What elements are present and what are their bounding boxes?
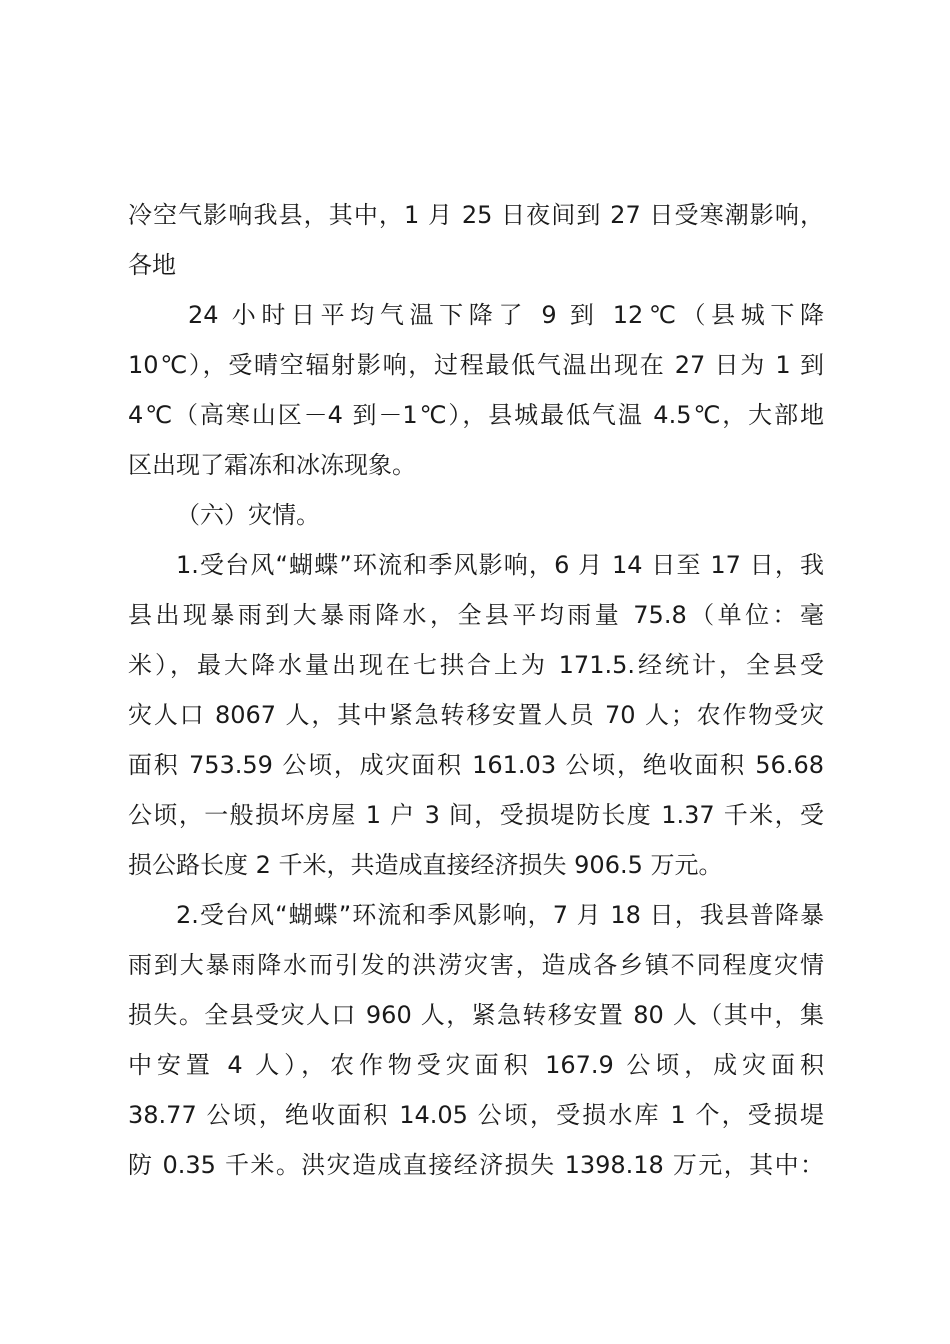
text-line: 雨到大暴雨降水而引发的洪涝灾害，造成各乡镇不同程度灾情	[128, 951, 824, 979]
text-line: 公顷，一般损坏房屋 1 户 3 间，受损堤防长度 1.37 千米，受	[128, 801, 824, 829]
section-heading: （六）灾情。	[176, 501, 320, 529]
text-line: 1.受台风“蝴蝶”环流和季风影响，6 月 14 日至 17 日，我	[176, 551, 824, 579]
body-text	[128, 190, 824, 1190]
text-line: 损失。全县受灾人口 960 人，紧急转移安置 80 人（其中，集	[128, 1001, 824, 1029]
text-line: 区出现了霜冻和冰冻现象。	[128, 451, 416, 479]
text-line: 冷空气影响我县，其中，1 月 25 日夜间到 27 日受寒潮影响，	[128, 201, 824, 229]
text-line: 米），最大降水量出现在七拱合上为 171.5.经统计，全县受	[128, 651, 824, 679]
text-line: 4℃（高寒山区－4 到－1℃），县城最低气温 4.5℃，大部地	[128, 401, 824, 429]
text-line: 县出现暴雨到大暴雨降水，全县平均雨量 75.8（单位：毫	[128, 601, 824, 629]
text-line: 10℃），受晴空辐射影响，过程最低气温出现在 27 日为 1 到	[128, 351, 824, 379]
text-line: 面积 753.59 公顷，成灾面积 161.03 公顷，绝收面积 56.68	[128, 751, 824, 779]
text-line: 各地	[128, 251, 176, 279]
text-line: 24 小时日平均气温下降了 9 到 12℃（县城下降	[188, 301, 824, 329]
text-line: 防 0.35 千米。洪灾造成直接经济损失 1398.18 万元，其中：	[128, 1151, 824, 1179]
text-line: 38.77 公顷，绝收面积 14.05 公顷，受损水库 1 个，受损堤	[128, 1101, 824, 1129]
text-line: 中安置 4 人），农作物受灾面积 167.9 公顷，成灾面积	[128, 1051, 824, 1079]
text-line: 灾人口 8067 人，其中紧急转移安置人员 70 人；农作物受灾	[128, 701, 824, 729]
text-line: 2.受台风“蝴蝶”环流和季风影响，7 月 18 日，我县普降暴	[176, 901, 824, 929]
text-line: 损公路长度 2 千米，共造成直接经济损失 906.5 万元。	[128, 851, 723, 879]
